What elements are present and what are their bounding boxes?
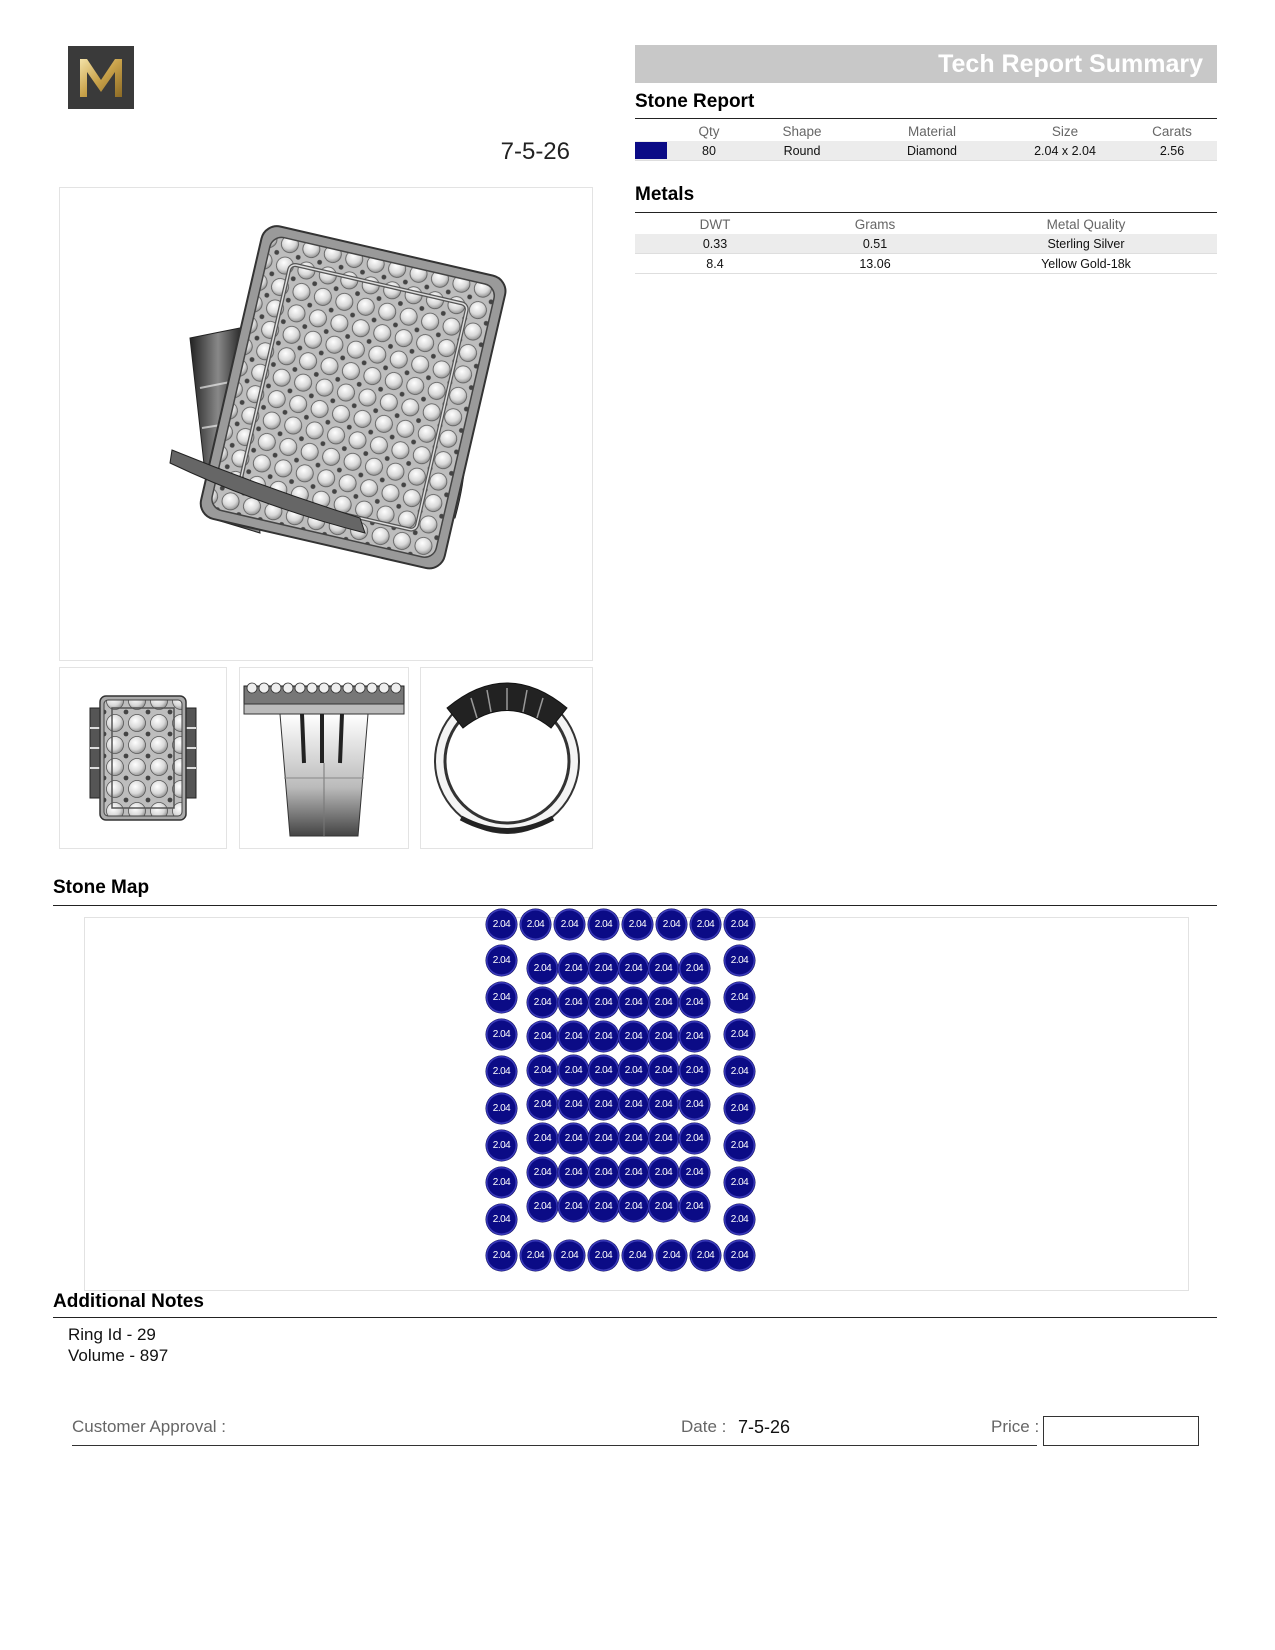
- stone-marker: 2.04: [679, 1157, 710, 1188]
- stone-marker: 2.04: [527, 1157, 558, 1188]
- stone-marker: 2.04: [618, 1123, 649, 1154]
- stone-marker: 2.04: [486, 982, 517, 1013]
- stone-marker: 2.04: [520, 909, 551, 940]
- stone-map-panel: [84, 917, 1189, 1291]
- stone-marker: 2.04: [588, 1055, 619, 1086]
- stone-marker: 2.04: [622, 1240, 653, 1271]
- metal-quality-cell: Sterling Silver: [955, 234, 1217, 254]
- stone-marker: 2.04: [622, 909, 653, 940]
- stone-color-header: [635, 121, 675, 141]
- stone-report-header-row: [635, 121, 1217, 141]
- metals-rule: [635, 212, 1217, 213]
- stone-marker: 2.04: [618, 1089, 649, 1120]
- table-row: [635, 254, 1217, 274]
- stone-report-title: Stone Report: [635, 91, 755, 112]
- stone-marker: 2.04: [679, 1123, 710, 1154]
- stone-marker: 2.04: [558, 1123, 589, 1154]
- stone-marker: 2.04: [679, 1021, 710, 1052]
- stone-marker: 2.04: [618, 987, 649, 1018]
- stone-report-table: [635, 121, 1217, 161]
- stone-marker: 2.04: [648, 1157, 679, 1188]
- stone-marker: 2.04: [558, 953, 589, 984]
- grams-cell: 13.06: [795, 254, 955, 274]
- stone-marker: 2.04: [648, 987, 679, 1018]
- price-label: Price :: [991, 1417, 1040, 1436]
- stone-marker: 2.04: [724, 1019, 755, 1050]
- stone-marker: 2.04: [588, 1021, 619, 1052]
- stone-marker: 2.04: [618, 1055, 649, 1086]
- shape-header: Shape: [782, 123, 822, 139]
- stone-marker: 2.04: [618, 953, 649, 984]
- size-cell: 2.04 x 2.04: [1003, 141, 1127, 161]
- stone-marker: 2.04: [679, 1055, 710, 1086]
- stone-marker: 2.04: [527, 1191, 558, 1222]
- stone-marker: 2.04: [648, 1021, 679, 1052]
- stone-marker: 2.04: [588, 1191, 619, 1222]
- stone-marker: 2.04: [527, 953, 558, 984]
- stone-marker: 2.04: [588, 1123, 619, 1154]
- table-row: [635, 141, 1217, 161]
- stone-marker: 2.04: [554, 1240, 585, 1271]
- date-value: 7-5-26: [738, 1417, 791, 1437]
- stone-marker: 2.04: [588, 909, 619, 940]
- report-date: 7-5-26: [500, 138, 570, 165]
- stone-color-swatch: [635, 142, 667, 159]
- stone-marker: 2.04: [486, 1240, 517, 1271]
- stone-marker: 2.04: [486, 945, 517, 976]
- ring-render-main: [59, 187, 593, 661]
- price-box[interactable]: [1043, 1416, 1199, 1446]
- customer-approval-label: Customer Approval :: [72, 1417, 227, 1436]
- dwt-cell: 8.4: [635, 254, 795, 274]
- stone-marker: 2.04: [486, 1167, 517, 1198]
- stone-marker: 2.04: [724, 945, 755, 976]
- stone-marker: 2.04: [618, 1191, 649, 1222]
- stone-marker: 2.04: [558, 1055, 589, 1086]
- stone-marker: 2.04: [486, 909, 517, 940]
- stone-report-rule: [635, 118, 1217, 119]
- stone-marker: 2.04: [724, 982, 755, 1013]
- ring-render-profile: [420, 667, 593, 849]
- stone-marker: 2.04: [724, 909, 755, 940]
- stone-marker: 2.04: [724, 1240, 755, 1271]
- grams-cell: 0.51: [795, 234, 955, 254]
- stone-marker: 2.04: [690, 909, 721, 940]
- stone-marker: 2.04: [554, 909, 585, 940]
- stone-marker: 2.04: [527, 1123, 558, 1154]
- metals-header-row: [635, 214, 1217, 234]
- stone-marker: 2.04: [648, 1055, 679, 1086]
- stone-marker: 2.04: [486, 1130, 517, 1161]
- note-volume: Volume - 897: [68, 1346, 169, 1365]
- shape-cell: Round: [743, 141, 861, 161]
- stone-color-swatch-cell: [635, 141, 675, 161]
- stone-marker: 2.04: [648, 1123, 679, 1154]
- carats-header: Carats: [1152, 123, 1192, 139]
- date-label: Date :: [681, 1417, 727, 1436]
- additional-notes-title: Additional Notes: [53, 1291, 204, 1312]
- stone-marker: 2.04: [588, 1157, 619, 1188]
- company-logo: [68, 46, 134, 109]
- stone-marker: 2.04: [656, 909, 687, 940]
- material-header: Material: [907, 123, 956, 139]
- material-cell: Diamond: [861, 141, 1003, 161]
- stone-marker: 2.04: [486, 1056, 517, 1087]
- stone-marker: 2.04: [588, 987, 619, 1018]
- stone-marker: 2.04: [558, 987, 589, 1018]
- size-header: Size: [1051, 123, 1079, 139]
- signature-line: [72, 1445, 1037, 1446]
- report-title: Tech Report Summary: [938, 50, 1203, 78]
- stone-marker: 2.04: [724, 1130, 755, 1161]
- ring-render-side: [239, 667, 409, 849]
- stone-marker: 2.04: [558, 1157, 589, 1188]
- stone-marker: 2.04: [520, 1240, 551, 1271]
- stone-marker: 2.04: [588, 1089, 619, 1120]
- stone-marker: 2.04: [558, 1021, 589, 1052]
- stone-map-rule: [53, 905, 1217, 906]
- stone-marker: 2.04: [588, 953, 619, 984]
- additional-notes-rule: [53, 1317, 1217, 1318]
- metal-quality-cell: Yellow Gold-18k: [955, 254, 1217, 274]
- stone-map-title: Stone Map: [53, 877, 150, 898]
- metals-title: Metals: [635, 184, 695, 205]
- stone-marker: 2.04: [486, 1204, 517, 1235]
- stone-marker: 2.04: [618, 1021, 649, 1052]
- stone-marker: 2.04: [724, 1093, 755, 1124]
- title-bar: [635, 45, 1217, 83]
- stone-marker: 2.04: [486, 1019, 517, 1050]
- stone-marker: 2.04: [679, 1191, 710, 1222]
- stone-marker: 2.04: [648, 1089, 679, 1120]
- stone-marker: 2.04: [558, 1089, 589, 1120]
- carats-cell: 2.56: [1127, 141, 1217, 161]
- stone-marker: 2.04: [724, 1056, 755, 1087]
- stone-marker: 2.04: [690, 1240, 721, 1271]
- qty-cell: 80: [675, 141, 743, 161]
- stone-marker: 2.04: [679, 953, 710, 984]
- note-ring-id: Ring Id - 29: [68, 1325, 156, 1344]
- stone-marker: 2.04: [656, 1240, 687, 1271]
- stone-marker: 2.04: [724, 1167, 755, 1198]
- metals-table: [635, 214, 1217, 274]
- metal-quality-header: Metal Quality: [1046, 216, 1126, 232]
- grams-header: Grams: [854, 216, 896, 232]
- dwt-header: DWT: [699, 216, 731, 232]
- stone-marker: 2.04: [679, 987, 710, 1018]
- table-row: [635, 234, 1217, 254]
- stone-marker: 2.04: [558, 1191, 589, 1222]
- stone-marker: 2.04: [648, 1191, 679, 1222]
- stone-marker: 2.04: [724, 1204, 755, 1235]
- stone-marker: 2.04: [648, 953, 679, 984]
- stone-marker: 2.04: [588, 1240, 619, 1271]
- stone-marker: 2.04: [527, 1055, 558, 1086]
- ring-render-front: [59, 667, 227, 849]
- stone-marker: 2.04: [527, 987, 558, 1018]
- qty-header: Qty: [698, 123, 720, 139]
- stone-marker: 2.04: [527, 1021, 558, 1052]
- dwt-cell: 0.33: [635, 234, 795, 254]
- stone-marker: 2.04: [486, 1093, 517, 1124]
- stone-marker: 2.04: [679, 1089, 710, 1120]
- stone-marker: 2.04: [527, 1089, 558, 1120]
- stone-marker: 2.04: [618, 1157, 649, 1188]
